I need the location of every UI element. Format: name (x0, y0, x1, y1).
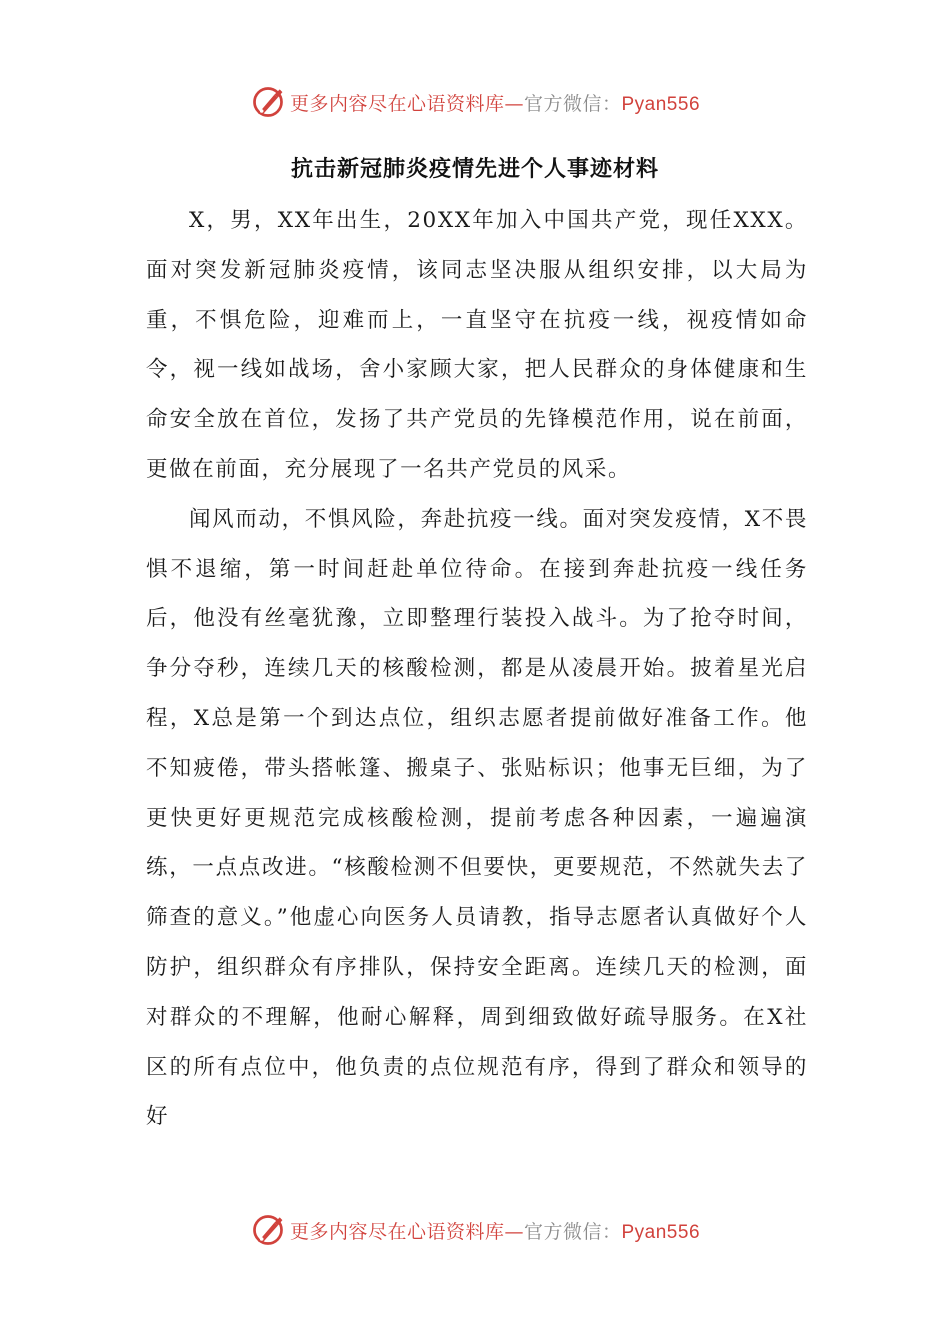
banner-wechat-id: Pyan556 (621, 93, 701, 115)
document-body (146, 196, 808, 1142)
paragraph-1: X，男，XX年出生，20XX年加入中国共产党，现任XXX。面对突发新冠肺炎疫情，该同志坚决服从组织安排，以大局为重，不惧危险，迎难而上，一直坚守在抗疫一线，视疫情如命令，视一线如战场，舍小家顾大家，把人民群众的身体健康和生命安全放在首位，发扬了共产党员的先锋模范作用，说在前面，更做在前面，充分展现了一名共产党员的风采。 (146, 208, 808, 482)
document-title: 抗击新冠肺炎疫情先进个人事迹材料 (290, 157, 659, 182)
pen-nib-logo-icon (250, 84, 286, 120)
banner-wechat-label: 官方微信： (523, 92, 622, 115)
banner-wechat-label: 官方微信： (523, 1220, 622, 1243)
pen-nib-logo-icon (250, 1212, 286, 1248)
banner-dash: — (504, 1220, 524, 1243)
banner-library-text: 更多内容尽在心语资料库 (289, 92, 505, 115)
header-banner (0, 82, 950, 122)
banner-dash: — (504, 92, 524, 115)
banner-library-text: 更多内容尽在心语资料库 (289, 1220, 505, 1243)
banner-text (290, 1217, 700, 1244)
footer-banner (0, 1210, 950, 1250)
paragraph-2: 闻风而动，不惧风险，奔赴抗疫一线。面对突发疫情，X不畏惧不退缩，第一时间赶赴单位待命。在接到奔赴抗疫一线任务后，他没有丝毫犹豫，立即整理行装投入战斗。为了抢夺时间，争分夺秒，连续几天的核酸检测，都是从凌晨开始。披着星光启程，X总是第一个到达点位，组织志愿者提前做好准备工作。他不知疲倦，带头搭帐篷、搬桌子、张贴标识；他事无巨细，为了更快更好更规范完成核酸检测，提前考虑各种因素，一遍遍演练，一点点改进。“核酸检测不但要快，更要规范，不然就失去了筛查的意义。”他虚心向医务人员请教，指导志愿者认真做好个人防护，组织群众有序排队，保持安全距离。连续几天的检测，面对群众的不理解，他耐心解释，周到细致做好疏导服务。在X社区的所有点位中，他负责的点位规范有序，得到了群众和领导的好 (146, 506, 808, 1130)
banner-wechat-id: Pyan556 (621, 1221, 701, 1243)
banner-text (290, 89, 700, 116)
